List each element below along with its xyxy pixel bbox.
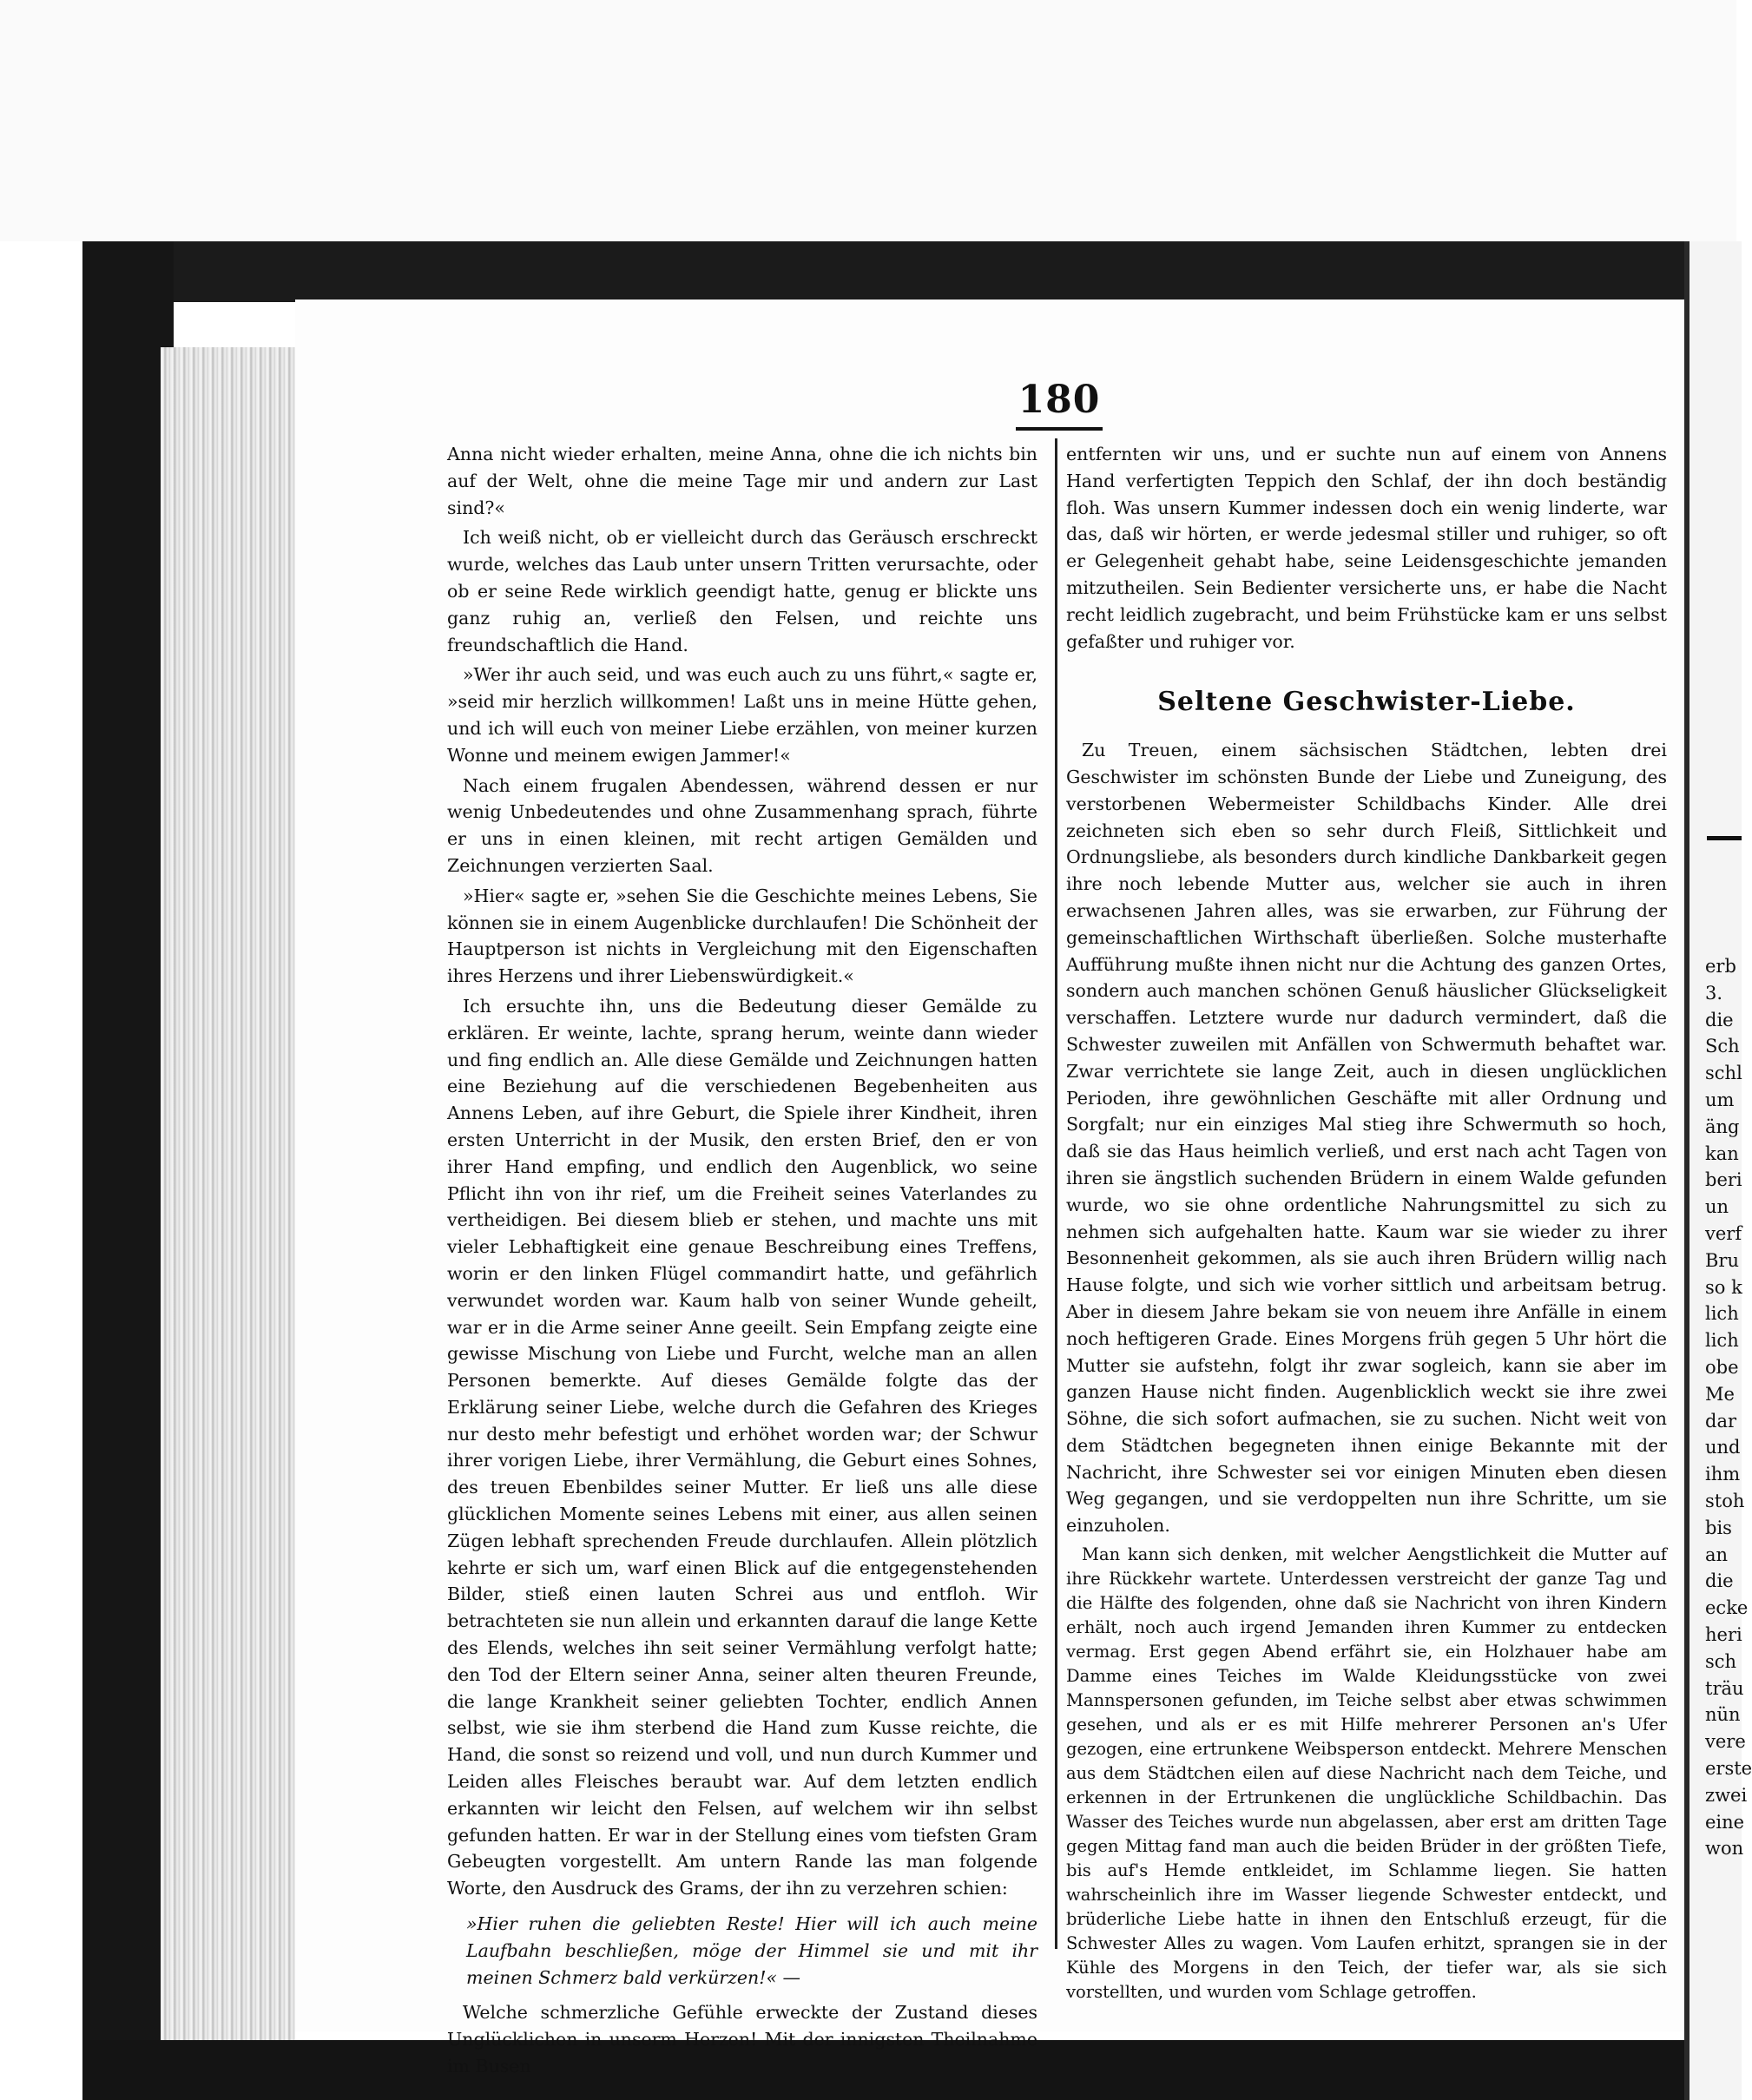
paragraph: »Wer ihr auch seid, und was euch auch zu uns führt,« sagte er, »seid mir herzlich willkommen! Laßt uns in meine Hütte gehen, und ich will euch von meiner Liebe erzählen, von meiner kurzen Wonne und meinem ewigen Jammer!«	[447, 664, 1037, 766]
article-heading: Seltene Geschwister-Liebe.	[1157, 687, 1576, 718]
adjacent-page-fragment: lich	[1705, 1330, 1739, 1352]
adjacent-page-fragment: eine	[1705, 1811, 1745, 1833]
adjacent-page-fragment: 3.	[1705, 982, 1723, 1004]
adjacent-page-rule	[1707, 836, 1742, 840]
adjacent-page-fragment: erb	[1705, 956, 1736, 977]
adjacent-page-fragment: Me	[1705, 1383, 1735, 1405]
adjacent-page-fragment: stoh	[1705, 1490, 1745, 1511]
adjacent-page-fragment: heri	[1705, 1623, 1742, 1645]
book-cover-top	[82, 241, 1736, 302]
adjacent-page-fragment: erste	[1705, 1757, 1752, 1779]
page-number-rule	[1016, 427, 1103, 431]
paragraph: Nach einem frugalen Abendessen, während dessen er nur wenig Unbedeutendes und ohne Zusammenhang sprach, führte er uns in einen kleinen, mit recht artigen Gemälden und Zeichnungen verzierten Saal.	[447, 774, 1037, 876]
adjacent-page-fragment: zwei	[1705, 1784, 1748, 1806]
adjacent-page-fragment: ecke	[1705, 1597, 1749, 1619]
paragraph: entfernten wir uns, und er suchte nun auf einem von Annens Hand verfertigten Teppich den Schlaf, der ihn doch beständig floh. Was unsern Kummer indessen doch ein wenig linderte, war das, daß wir hörten, er werde jedesmal stiller und ruhiger, so oft er Gelegenheit gehabt habe, seine Leidensgeschichte jemanden mitzutheilen. Sein Bedienter versicherte uns, er habe die Nacht recht leidlich zugebracht, und beim Frühstücke kam er uns selbst gefaßter und ruhiger vor.	[1066, 444, 1667, 652]
adjacent-page-fragment: Sch	[1705, 1036, 1740, 1057]
paragraph: Ich ersuchte ihn, uns die Bedeutung dieser Gemälde zu erklären. Er weinte, lachte, sprang herum, weinte dann wieder und fing endlich an. Alle diese Gemälde und Zeichnungen hatten eine Beziehung auf die verschiedenen Begebenheiten aus Annens Leben, auf ihre Geburt, die Spiele ihrer Kindheit, ihren ersten Unterricht in der Musik, den ersten Brief, den er von ihrer Hand empfing, und endlich den Augenblick, wo seine Pflicht ihn von ihr rief, um die Freiheit seines Vaterlandes zu vertheidigen. Bei diesem blieb er stehen, und machte uns mit vieler Lebhaftigkeit eine genaue Beschreibung eines Treffens, worin er den linken Flügel commandirt hatte, und gefährlich verwundet worden war. Kaum halb von seiner Wunde geheilt, war er in die Arme seiner Anne geeilt. Sein Empfang zeigte eine gewisse Mischung von Liebe und Furcht, welche man an allen Personen bemerkte. Auf dieses Gemälde folgte das der Erklärung seiner Liebe, welche durch die Gefahren des Krieges nur desto mehr befestigt und erhöhet worden war; der Schwur ihrer vorigen Liebe, ihrer Vermählung, die Geburt eines Sohnes, des treuen Ebenbildes seiner Mutter. Er ließ uns alle diese glücklichen Momente seines Lebens mit einer, aus allen seinen Zügen lebhaft sprechenden Freude durchlaufen. Allein plötzlich kehrte er sich um, warf einen Blick auf die entgegenstehenden Bilder, stieß einen lauten Schrei aus und entfloh. Wir betrachteten sie nun allein und erkannten darauf die lange Kette des Elends, welches ihn seit seiner Vermählung verfolgt hatte; den Tod der Eltern seiner Anna, seiner alten theuren Freunde, die lange Krankheit seiner geliebten Tochter, endlich Annen selbst, wie sie ihm sterbend die Hand zum Kusse reichte, die Hand, die sonst so reizend und voll, und nun durch Kummer und Leiden alles Fleisches beraubt war. Auf dem letzten endlich erkannten wir leicht den Felsen, auf welchem wir ihn selbst gefunden hatten. Er war in der Stellung eines vom tiefsten Gram Gebeugten vorgestellt. Am untern Rande las man folgende Worte, den Ausdruck des Grams, der ihn zu verzehren schien:	[447, 995, 1037, 1899]
adjacent-page-fragment: bis	[1705, 1517, 1732, 1538]
adjacent-page-fragment: ihm	[1705, 1464, 1741, 1485]
adjacent-page-fragment: nün	[1705, 1704, 1741, 1726]
adjacent-page-fragment: schl	[1705, 1063, 1742, 1084]
scan-top-margin	[0, 0, 1736, 241]
epitaph-verse: »Hier ruhen die geliebten Reste! Hier will ich auch meine Laufbahn beschließen, möge der Himmel sie und mit ihr meinen Schmerz bald verkürzen!« —	[466, 1913, 1037, 1988]
adjacent-page-fragment: lich	[1705, 1303, 1739, 1325]
column-divider	[1055, 438, 1057, 1949]
right-column	[1066, 441, 1667, 2005]
adjacent-page-fragment: so k	[1705, 1276, 1742, 1298]
paragraph: »Hier« sagte er, »sehen Sie die Geschichte meines Lebens, Sie können sie in einem Augenblicke durchlaufen! Die Schönheit der Hauptperson ist nichts in Vergleichung mit den Eigenschaften ihres Herzens und ihrer Liebenswürdigkeit.«	[447, 885, 1037, 987]
adjacent-page-fragment: die	[1705, 1570, 1734, 1592]
paragraph: Welche schmerzliche Gefühle erweckte der Zustand dieses Unglücklichen in unserm Herzen! Mit der innigsten Theilnahme im Busen	[447, 2002, 1037, 2077]
adjacent-page-fragment: um	[1705, 1089, 1735, 1110]
page-number: 180	[1018, 378, 1101, 422]
paragraph: Anna nicht wieder erhalten, meine Anna, ohne die ich nichts bin auf der Welt, ohne die meine Tage mir und andern zur Last sind?«	[447, 444, 1037, 518]
adjacent-page-fragment: obe	[1705, 1356, 1739, 1378]
left-column	[447, 441, 1037, 2080]
paragraph: Man kann sich denken, mit welcher Aengstlichkeit die Mutter auf ihre Rückkehr wartete. Unterdessen verstreicht der ganze Tag und die Hälfte des folgenden, ohne daß sie Nachricht von ihren Kindern erhält, noch auch irgend Jemanden ihren Kummer zu entdecken vermag. Erst gegen Abend erfährt sie, ein Holzhauer habe am Damme eines Teiches im Walde Kleidungsstücke von zwei Mannspersonen gefunden, im Teiche selbst aber etwas schwimmen gesehen, und als er es mit Hilfe mehrerer Personen an's Ufer gezogen, eine ertrunkene Weibsperson entdeckt. Mehrere Menschen aus dem Städtchen eilen auf diese Nachricht nach dem Teiche, und erkennen in der Ertrunkenen die unglückliche Schildbachin. Das Wasser des Teiches wurde nun abgelassen, aber erst am dritten Tage gegen Mittag fand man auch die beiden Brüder in der größten Tiefe, bis auf's Hemde entkleidet, im Schlamme liegen. Sie hatten wahrscheinlich ihre im Wasser liegende Schwester entdeckt, und brüderliche Liebe hatte in ihnen den Entschluß erzeugt, für die Schwester Alles zu wagen. Vom Laufen erhitzt, sprangen sie in der Kühle des Morgens in den Teich, der tiefer war, als sie sich vorstellten, und wurden vom Schlage getroffen.	[1066, 1544, 1667, 2003]
adjacent-page-fragment: kan	[1705, 1142, 1739, 1164]
paragraph: Zu Treuen, einem sächsischen Städtchen, lebten drei Geschwister im schönsten Bunde der Liebe und Zuneigung, des verstorbenen Webermeister Schildbachs Kinder. Alle drei zeichneten sich eben so sehr durch Fleiß, Sittlichkeit und Ordnungsliebe, als besonders durch kindliche Dankbarkeit gegen ihre noch lebende Mutter aus, welcher sie auch in ihren erwachsenen Jahren alles, was sie erwarben, zur Führung der gemeinschaftlichen Wirthschaft überließen. Solche musterhafte Aufführung mußte ihnen nicht nur die Achtung des ganzen Ortes, sondern auch manchen schönen Genuß häuslicher Glückseligkeit verschaffen. Letztere wurde nur dadurch vermindert, daß die Schwester zuweilen mit Anfällen von Schwermuth behaftet war. Zwar verrichtete sie lange Zeit, auch in diesen unglücklichen Perioden, ihre gewöhnlichen Geschäfte mit aller Ordnung und Sorgfalt; nur ein einziges Mal stieg ihre Schwermuth so hoch, daß sie das Haus heimlich verließ, und erst nach acht Tagen von ihren sie ängstlich suchenden Brüdern in einem Walde gefunden wurde, wo sie ohne ordentliche Nahrungsmittel zu sich zu nehmen sich aufgehalten hatte. Kaum war sie wieder zu ihrer Besonnenheit gekommen, als sie auch ihren Brüdern willig nach Hause folgte, und sich wie vorher sittlich und arbeitsam betrug. Aber in diesem Jahre bekam sie von neuem ihre Anfälle in einem noch heftigeren Grade. Eines Morgens früh gegen 5 Uhr hört die Mutter sie aufstehn, folgt ihr zwar sogleich, kann sie aber im ganzen Hause nicht finden. Augenblicklich weckt sie ihre zwei Söhne, die sich sofort aufmachen, sie zu suchen. Nicht weit von dem Städtchen begegneten ihnen einige Bekannte mit der Nachricht, ihre Schwester sei vor einigen Minuten eben diesen Weg gegangen, und sie verdoppelten nun ihre Schritte, um sie einzuholen.	[1066, 740, 1667, 1537]
adjacent-page-fragment: vere	[1705, 1731, 1746, 1753]
adjacent-page-strip	[1684, 241, 1752, 2100]
adjacent-page-fragment: und	[1705, 1437, 1741, 1458]
adjacent-page-fragment: won	[1705, 1838, 1744, 1860]
adjacent-page-fragment: beri	[1705, 1169, 1742, 1191]
adjacent-page-fragment: dar	[1705, 1410, 1737, 1432]
adjacent-page-fragment: die	[1705, 1009, 1734, 1030]
adjacent-page-fragment: träu	[1705, 1677, 1744, 1699]
adjacent-page-fragment: an	[1705, 1544, 1729, 1565]
adjacent-page-fragment: Bru	[1705, 1249, 1739, 1271]
adjacent-page-fragment: äng	[1705, 1116, 1740, 1137]
adjacent-page-fragment: un	[1705, 1196, 1729, 1218]
adjacent-page-fragment: verf	[1705, 1222, 1742, 1244]
paragraph: Ich weiß nicht, ob er vielleicht durch das Geräusch erschreckt wurde, welches das Laub unter unsern Tritten verursachte, oder ob er seine Rede wirklich geendigt hatte, genug er blickte uns ganz ruhig an, verließ den Felsen, und reichte uns freundschaftlich die Hand.	[447, 527, 1037, 655]
adjacent-page-fragments	[1689, 953, 1752, 1862]
adjacent-page-fragment: sch	[1705, 1650, 1737, 1672]
page-edges	[161, 347, 295, 2040]
